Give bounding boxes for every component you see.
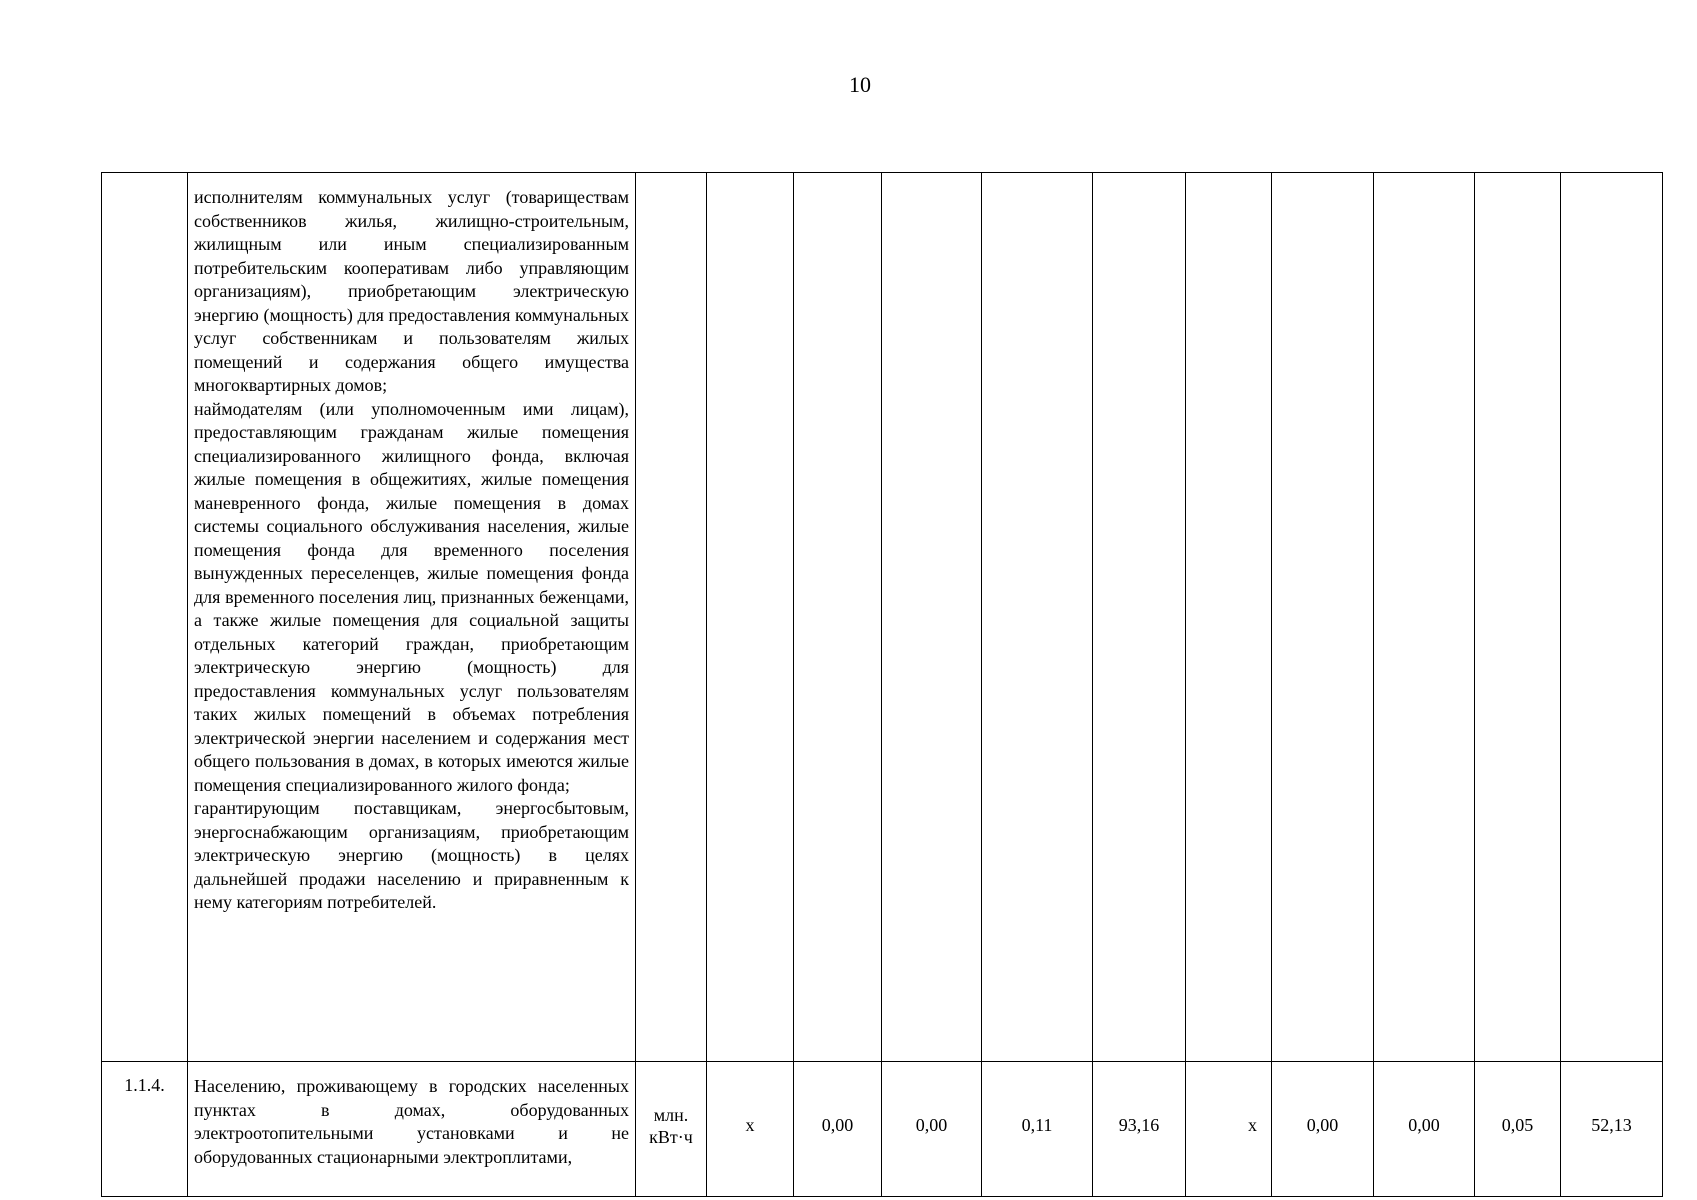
value-cell [1186,173,1272,1062]
description-paragraph: исполнителям коммунальных услуг (товариществам собственников жилья, жилищно-строительным, жилищным или иным специализированным потребительским кооперативам либо управляющим организациям), приобретающим электрическую энергию (мощность) для предоставления коммунальных услуг собственникам и пользователям жилых помещений и содержания общего имущества многоквартирных домов; [194,187,629,395]
value-cell: 52,13 [1561,1062,1663,1197]
value-cell: 0,05 [1475,1062,1561,1197]
description-cell [188,1062,636,1197]
description-paragraph: наймодателям (или уполномоченным ими лицам), предоставляющим гражданам жилые помещения специализированного жилищного фонда, включая жилые помещения в общежитиях, жилые помещения маневренного фонда, жилые помещения в домах системы социального обслуживания населения, жилые помещения фонда для временного поселения вынужденных переселенцев, жилые помещения фонда для временного поселения лиц, признанных беженцами, а также жилые помещения для социальной защиты отдельных категорий граждан, приобретающим электрическую энергию (мощность) для предоставления коммунальных услуг пользователям таких жилых помещений в объемах потребления электрической энергии населением и содержания мест общего пользования в домах, в которых имеются жилые помещения специализированного жилого фонда; [194,398,629,795]
value-cell [982,173,1093,1062]
value-cell [707,173,794,1062]
description-cell [188,173,636,1062]
value-cell: 0,11 [982,1062,1093,1197]
description-paragraph: Населению, проживающему в городских населенных пунктах в домах, оборудованных электроотопительными установками и не оборудованных стационарными электроплитами, [194,1076,629,1167]
table-row-continuation [102,173,1663,1062]
value-cell [1272,173,1374,1062]
tariff-balance-table [101,172,1663,1197]
table-row-1-1-4 [102,1062,1663,1197]
description-paragraph: гарантирующим поставщикам, энергосбытовым, энергоснабжающим организациям, приобретающим электрическую энергию (мощность) в целях дальнейшей продажи населению и приравненным к нему категориям потребителей. [194,798,629,912]
row-number-cell [102,173,188,1062]
row-number-cell: 1.1.4. [102,1062,188,1197]
value-cell [1475,173,1561,1062]
value-cell: х [1186,1062,1272,1197]
value-cell: 0,00 [1374,1062,1475,1197]
value-cell [1561,173,1663,1062]
value-cell: 93,16 [1093,1062,1186,1197]
page-number: 10 [849,72,871,97]
value-cell [1093,173,1186,1062]
value-cell: х [707,1062,794,1197]
value-cell [882,173,982,1062]
unit-cell [636,173,707,1062]
unit-cell: млн. кВт·ч [636,1062,707,1197]
value-cell: 0,00 [882,1062,982,1197]
value-cell: 0,00 [1272,1062,1374,1197]
value-cell: 0,00 [794,1062,882,1197]
value-cell [794,173,882,1062]
value-cell [1374,173,1475,1062]
